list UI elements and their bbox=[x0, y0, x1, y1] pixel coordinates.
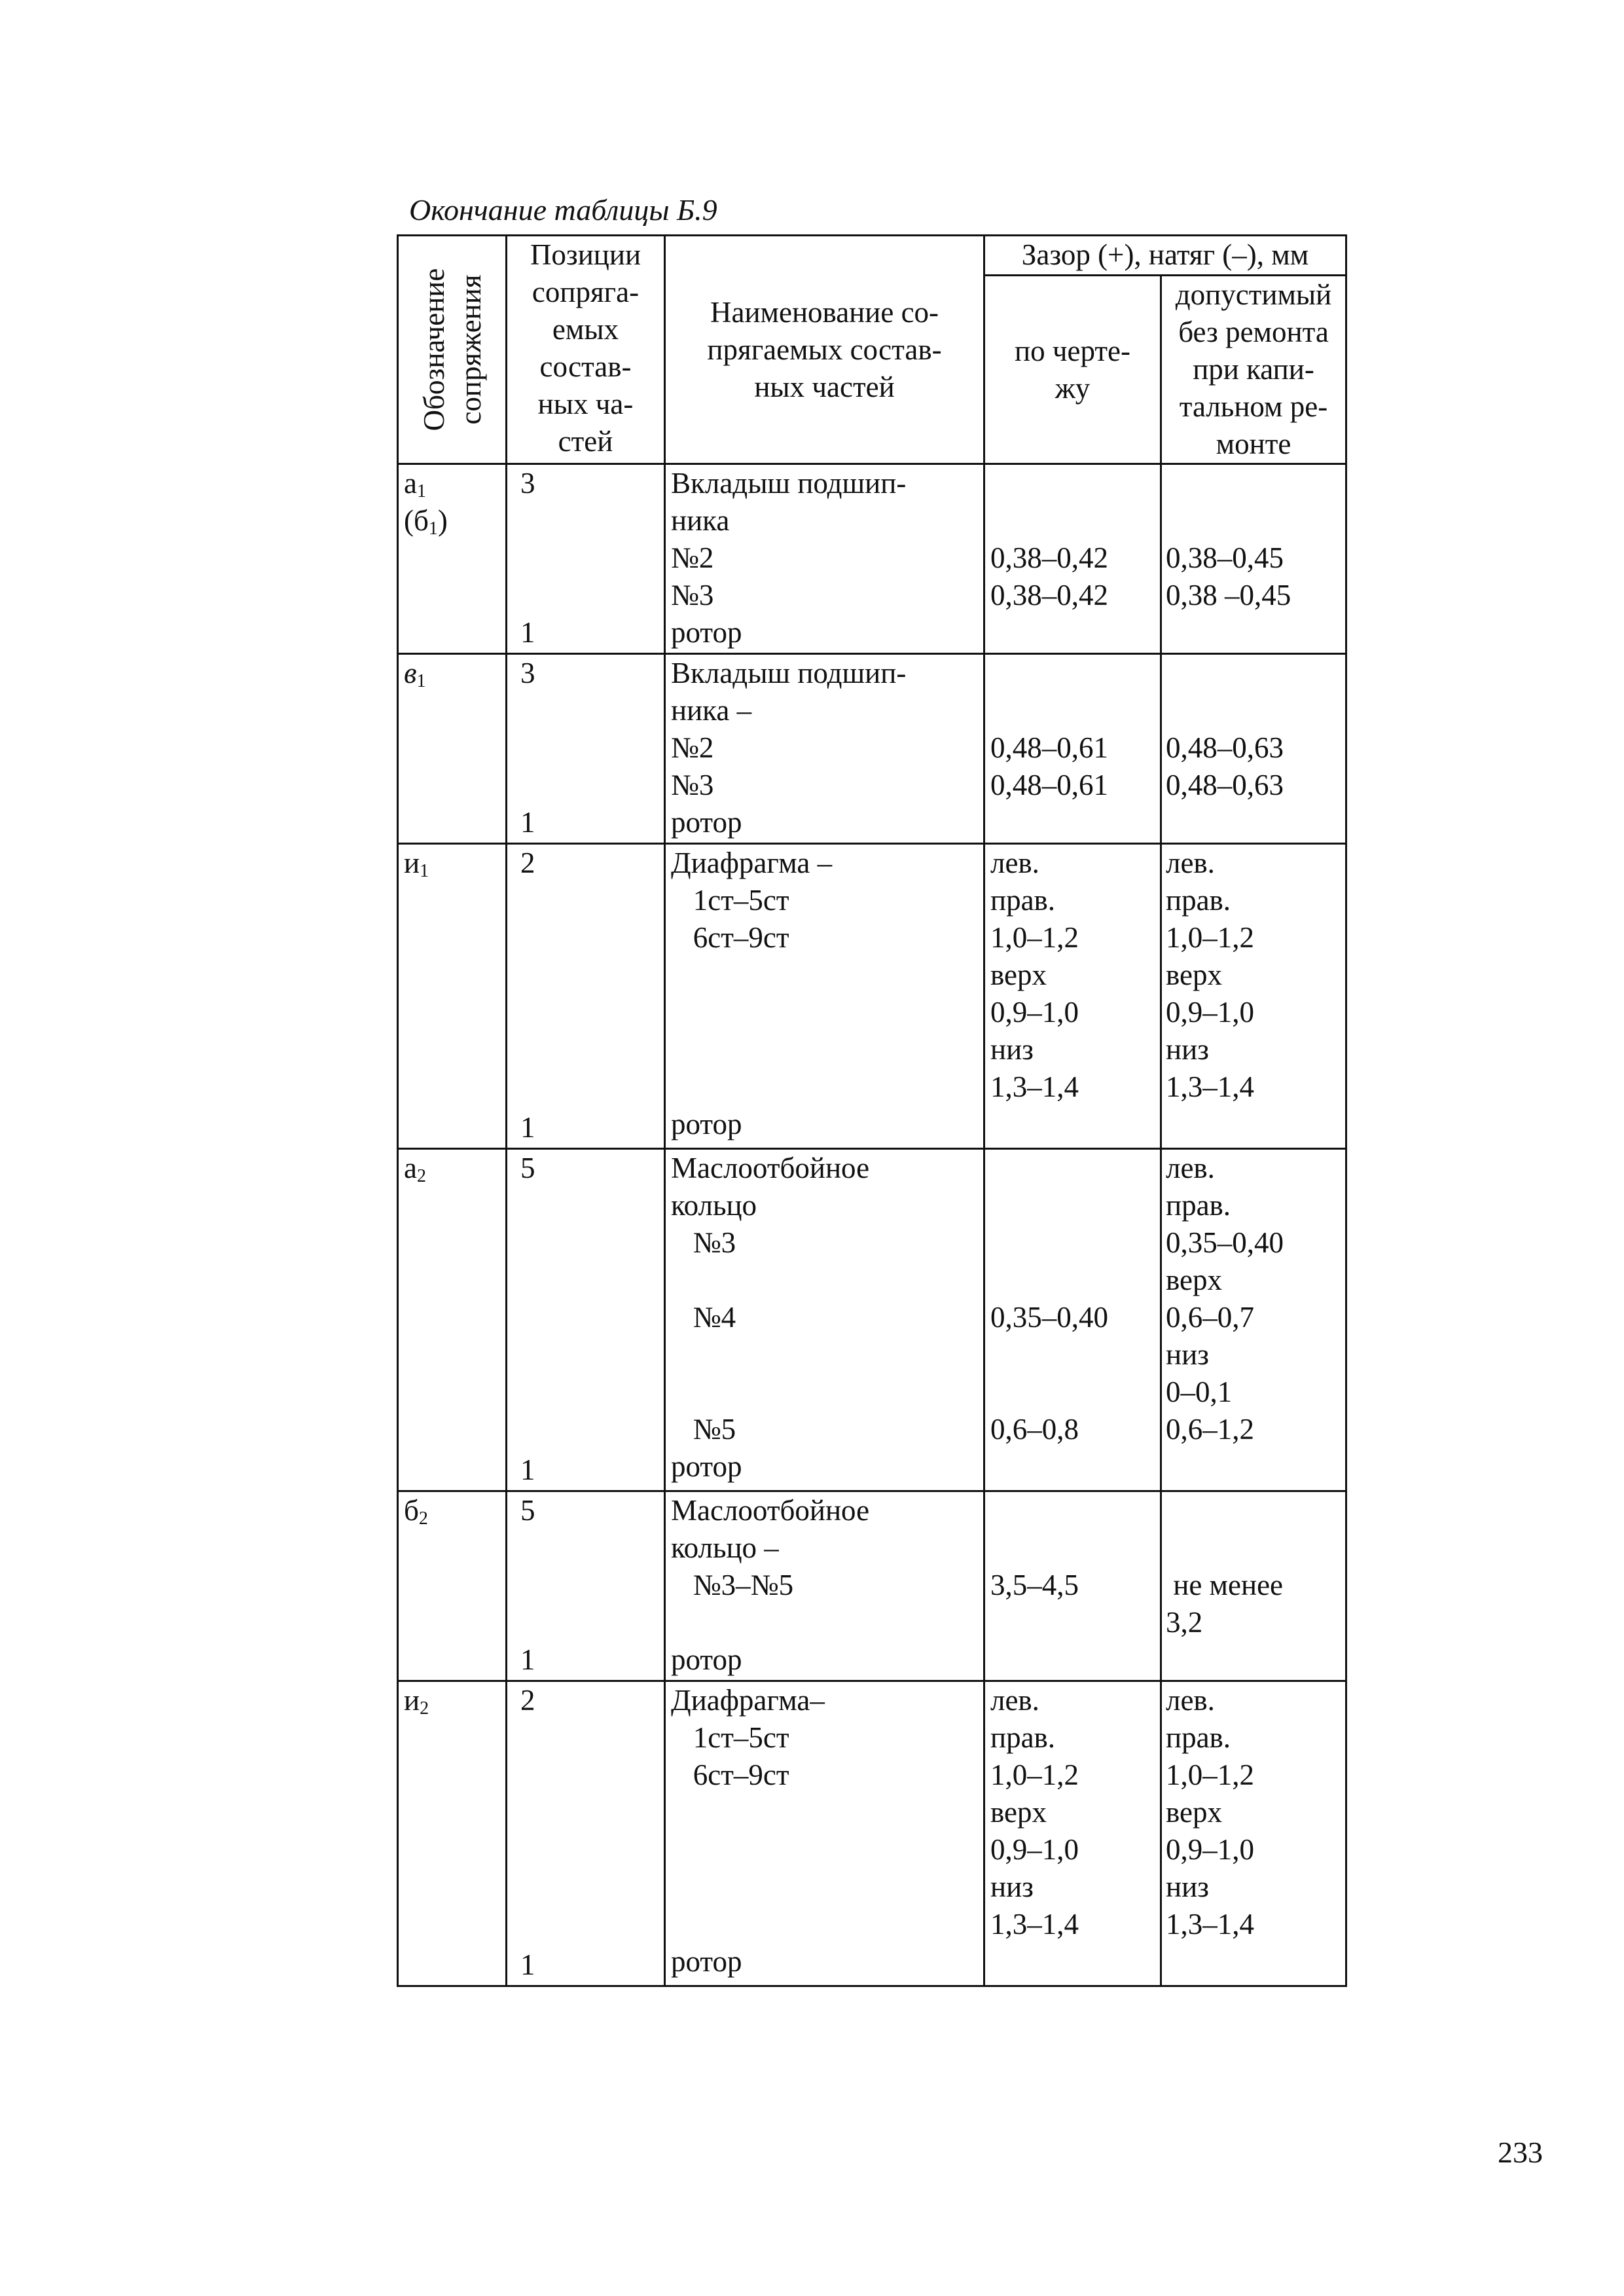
allowed-value: 0,48–0,63 bbox=[1166, 769, 1284, 801]
per-drawing-value: 0,48–0,61 bbox=[990, 731, 1108, 764]
per-drawing-value: лев. bbox=[990, 847, 1039, 879]
joint-code-alt-letter: (б bbox=[404, 504, 429, 537]
allowed-value: 0,38 –0,45 bbox=[1166, 579, 1291, 611]
per-drawing-cell bbox=[984, 464, 1161, 654]
part-name-line bbox=[671, 1262, 978, 1299]
allowed-cell bbox=[1161, 464, 1346, 654]
part-name-line bbox=[671, 1374, 978, 1411]
per-drawing-value: 1,3–1,4 bbox=[990, 1070, 1079, 1103]
table-row bbox=[398, 464, 1346, 654]
allowed-value bbox=[1166, 1106, 1340, 1143]
part-name-line bbox=[671, 1831, 978, 1868]
allowed-cell bbox=[1161, 844, 1346, 1149]
allowed-value: не менее bbox=[1166, 1569, 1284, 1601]
position-bottom: 1 bbox=[520, 1111, 535, 1144]
per-drawing-value: 0,48–0,61 bbox=[990, 769, 1108, 801]
table-row bbox=[398, 1681, 1346, 1986]
header-positions-line: ных ча- bbox=[537, 388, 634, 420]
per-drawing-value bbox=[990, 804, 1155, 841]
joint-code-subscript: 1 bbox=[420, 861, 429, 881]
part-name-line bbox=[671, 1031, 978, 1068]
joint-code-alt-close: ) bbox=[437, 504, 448, 537]
positions-cell bbox=[507, 844, 665, 1149]
per-drawing-value: 0,6–0,8 bbox=[990, 1413, 1079, 1446]
joint-code-letter: а bbox=[404, 467, 417, 500]
part-name-line: кольцо bbox=[671, 1189, 757, 1222]
allowed-value: прав. bbox=[1166, 1189, 1231, 1222]
joint-code bbox=[404, 465, 500, 502]
allowed-value: 0,9–1,0 bbox=[1166, 1833, 1254, 1866]
allowed-value: верх bbox=[1166, 1264, 1222, 1296]
per-drawing-cell bbox=[984, 1681, 1161, 1986]
part-name-line: №2 bbox=[671, 731, 714, 764]
joint-code bbox=[404, 1682, 500, 1719]
part-name-cell bbox=[665, 844, 984, 1149]
part-name-line: №5 bbox=[671, 1413, 736, 1446]
per-drawing-cell bbox=[984, 1491, 1161, 1681]
allowed-cell bbox=[1161, 1149, 1346, 1491]
joint-code-subscript: 2 bbox=[420, 1698, 429, 1719]
table-row bbox=[398, 654, 1346, 844]
per-drawing-value bbox=[990, 1336, 1155, 1374]
part-name-line: кольцо – bbox=[671, 1531, 779, 1564]
part-name-line: ника bbox=[671, 504, 730, 537]
allowed-cell bbox=[1161, 654, 1346, 844]
allowed-value: 0–0,1 bbox=[1166, 1376, 1233, 1408]
part-name-cell bbox=[665, 464, 984, 654]
allowed-value bbox=[1166, 465, 1340, 502]
allowed-value: 0,6–1,2 bbox=[1166, 1413, 1254, 1446]
page-number: 233 bbox=[1498, 2136, 1543, 2169]
joint-code bbox=[404, 1492, 500, 1529]
header-allowed-line: допустимый bbox=[1175, 278, 1332, 311]
part-name-line: Диафрагма – bbox=[671, 847, 833, 879]
part-name-line: 6ст–9ст bbox=[671, 921, 789, 954]
part-name-line bbox=[671, 1336, 978, 1374]
position-top: 3 bbox=[520, 657, 535, 689]
header-part-names-line: Наименование со- bbox=[710, 295, 939, 329]
allowed-value: 3,2 bbox=[1166, 1606, 1203, 1639]
allowed-value bbox=[1166, 502, 1340, 539]
header-per-drawing-line: жу bbox=[1055, 371, 1091, 405]
header-allowed-line: без ремонта bbox=[1178, 316, 1329, 348]
header-part-names bbox=[665, 236, 984, 464]
allowed-value: 1,0–1,2 bbox=[1166, 921, 1254, 954]
per-drawing-value bbox=[990, 1492, 1155, 1529]
positions-cell bbox=[507, 654, 665, 844]
per-drawing-cell bbox=[984, 1149, 1161, 1491]
allowed-value bbox=[1166, 692, 1340, 729]
part-name-line: №3–№5 bbox=[671, 1569, 794, 1601]
position-bottom: 1 bbox=[520, 1453, 535, 1486]
part-name-line: Вкладыш подшип- bbox=[671, 657, 907, 689]
allowed-value: 0,35–0,40 bbox=[1166, 1226, 1284, 1259]
joint-code-subscript: 1 bbox=[416, 481, 426, 501]
header-positions bbox=[507, 236, 665, 464]
per-drawing-value bbox=[990, 1262, 1155, 1299]
allowed-value bbox=[1166, 1529, 1340, 1567]
per-drawing-value: 0,9–1,0 bbox=[990, 996, 1079, 1029]
header-joint-designation-text: Обозначение сопряжения bbox=[417, 268, 487, 431]
per-drawing-cell bbox=[984, 654, 1161, 844]
joint-code bbox=[404, 1150, 500, 1187]
allowed-value: лев. bbox=[1166, 1684, 1215, 1717]
joint-code-alt-subscript: 1 bbox=[428, 519, 438, 539]
header-clearance-group: Зазор (+), натяг (–), мм bbox=[984, 236, 1346, 276]
per-drawing-value bbox=[990, 1187, 1155, 1224]
part-name-line: ротор bbox=[671, 1945, 742, 1978]
per-drawing-value bbox=[990, 692, 1155, 729]
table-row bbox=[398, 1491, 1346, 1681]
part-name-line: №2 bbox=[671, 541, 714, 574]
allowed-value: прав. bbox=[1166, 884, 1231, 917]
header-per-drawing bbox=[984, 276, 1161, 464]
header-positions-line: состав- bbox=[539, 350, 632, 383]
per-drawing-value bbox=[990, 1641, 1155, 1679]
joint-code-cell bbox=[398, 654, 507, 844]
joint-code-letter: б bbox=[404, 1494, 419, 1527]
part-name-line: №3 bbox=[671, 769, 714, 801]
joint-code-cell bbox=[398, 1681, 507, 1986]
table-body bbox=[398, 464, 1346, 1986]
allowed-value: верх bbox=[1166, 1796, 1222, 1829]
allowed-value: 0,6–0,7 bbox=[1166, 1301, 1254, 1334]
header-part-names-line: ных частей bbox=[754, 370, 895, 403]
per-drawing-value bbox=[990, 614, 1155, 651]
joint-code-letter: в bbox=[404, 657, 417, 689]
allowed-value bbox=[1166, 1448, 1340, 1485]
per-drawing-value: прав. bbox=[990, 884, 1056, 917]
joint-code-letter: и bbox=[404, 1684, 420, 1717]
allowed-value: 1,0–1,2 bbox=[1166, 1758, 1254, 1791]
part-name-line: ника – bbox=[671, 694, 752, 727]
position-bottom: 1 bbox=[520, 806, 535, 839]
allowed-value bbox=[1166, 804, 1340, 841]
per-drawing-value: 0,38–0,42 bbox=[990, 579, 1108, 611]
joint-code bbox=[404, 655, 500, 692]
allowed-value: прав. bbox=[1166, 1721, 1231, 1754]
allowed-value: 1,3–1,4 bbox=[1166, 1908, 1254, 1941]
position-top: 2 bbox=[520, 847, 535, 879]
joint-code-letter: а bbox=[404, 1152, 417, 1184]
joint-code-cell bbox=[398, 1491, 507, 1681]
allowed-value bbox=[1166, 1641, 1340, 1679]
joint-code-subscript: 2 bbox=[416, 1166, 426, 1186]
joint-code-cell bbox=[398, 1149, 507, 1491]
table-row bbox=[398, 844, 1346, 1149]
table-row bbox=[398, 1149, 1346, 1491]
part-name-cell bbox=[665, 1149, 984, 1491]
part-name-line: ротор bbox=[671, 1108, 742, 1140]
fit-clearance-table bbox=[397, 234, 1347, 1987]
part-name-line: ротор bbox=[671, 1450, 742, 1483]
position-top: 5 bbox=[520, 1152, 535, 1184]
allowed-value: лев. bbox=[1166, 1152, 1215, 1184]
table-header bbox=[398, 236, 1346, 464]
part-name-line bbox=[671, 1868, 978, 1906]
part-name-line: ротор bbox=[671, 806, 742, 839]
per-drawing-value bbox=[990, 1943, 1155, 1980]
per-drawing-value: прав. bbox=[990, 1721, 1056, 1754]
part-name-line: 1ст–5ст bbox=[671, 884, 789, 917]
part-name-line: №3 bbox=[671, 579, 714, 611]
table-caption: Окончание таблицы Б.9 bbox=[409, 193, 717, 227]
joint-code-subscript: 1 bbox=[416, 671, 426, 691]
allowed-value bbox=[1166, 655, 1340, 692]
part-name-line: №4 bbox=[671, 1301, 736, 1334]
allowed-value: 0,48–0,63 bbox=[1166, 731, 1284, 764]
part-name-cell bbox=[665, 1491, 984, 1681]
header-allowed-line: монте bbox=[1216, 428, 1291, 460]
per-drawing-value: низ bbox=[990, 1033, 1034, 1066]
part-name-line bbox=[671, 1604, 978, 1641]
positions-cell bbox=[507, 1149, 665, 1491]
part-name-line bbox=[671, 1794, 978, 1831]
part-name-line: №3 bbox=[671, 1226, 736, 1259]
part-name-line: 6ст–9ст bbox=[671, 1758, 789, 1791]
header-allowed-line: при капи- bbox=[1193, 353, 1314, 386]
per-drawing-value bbox=[990, 655, 1155, 692]
part-name-line: Маслоотбойное bbox=[671, 1152, 870, 1184]
header-part-names-line: прягаемых состав- bbox=[707, 333, 942, 366]
allowed-value bbox=[1166, 1492, 1340, 1529]
allowed-value: 1,3–1,4 bbox=[1166, 1070, 1254, 1103]
allowed-value bbox=[1166, 614, 1340, 651]
per-drawing-value bbox=[990, 502, 1155, 539]
header-positions-line: стей bbox=[558, 425, 613, 458]
part-name-line bbox=[671, 1906, 978, 1943]
allowed-value: 0,38–0,45 bbox=[1166, 541, 1284, 574]
positions-cell bbox=[507, 1491, 665, 1681]
positions-cell bbox=[507, 464, 665, 654]
per-drawing-value bbox=[990, 1224, 1155, 1262]
allowed-value: верх bbox=[1166, 958, 1222, 991]
allowed-value: низ bbox=[1166, 1870, 1209, 1903]
per-drawing-value bbox=[990, 1448, 1155, 1485]
per-drawing-value bbox=[990, 1106, 1155, 1143]
allowed-cell bbox=[1161, 1681, 1346, 1986]
per-drawing-value: верх bbox=[990, 958, 1047, 991]
per-drawing-value: 3,5–4,5 bbox=[990, 1569, 1079, 1601]
allowed-value bbox=[1166, 1943, 1340, 1980]
position-bottom: 1 bbox=[520, 1643, 535, 1676]
per-drawing-value bbox=[990, 1529, 1155, 1567]
position-top: 2 bbox=[520, 1684, 535, 1717]
joint-code-letter: и bbox=[404, 847, 420, 879]
positions-cell bbox=[507, 1681, 665, 1986]
part-name-cell bbox=[665, 654, 984, 844]
per-drawing-value: 0,35–0,40 bbox=[990, 1301, 1108, 1334]
allowed-value: низ bbox=[1166, 1338, 1209, 1371]
joint-code-subscript: 2 bbox=[418, 1508, 428, 1529]
allowed-value: низ bbox=[1166, 1033, 1209, 1066]
joint-code-cell bbox=[398, 464, 507, 654]
allowed-value: 0,9–1,0 bbox=[1166, 996, 1254, 1029]
per-drawing-cell bbox=[984, 844, 1161, 1149]
position-bottom: 1 bbox=[520, 616, 535, 649]
joint-code-alt bbox=[404, 502, 500, 539]
joint-code-cell bbox=[398, 844, 507, 1149]
per-drawing-value: 1,3–1,4 bbox=[990, 1908, 1079, 1941]
position-top: 3 bbox=[520, 467, 535, 500]
per-drawing-value: 0,9–1,0 bbox=[990, 1833, 1079, 1866]
allowed-value: лев. bbox=[1166, 847, 1215, 879]
header-positions-line: сопряга- bbox=[532, 276, 640, 308]
part-name-line: ротор bbox=[671, 616, 742, 649]
part-name-line: 1ст–5ст bbox=[671, 1721, 789, 1754]
per-drawing-value: 0,38–0,42 bbox=[990, 541, 1108, 574]
allowed-cell bbox=[1161, 1491, 1346, 1681]
header-allowed-line: тальном ре- bbox=[1179, 390, 1328, 423]
header-joint-designation bbox=[398, 236, 507, 464]
header-positions-line: емых bbox=[552, 313, 619, 346]
per-drawing-value bbox=[990, 465, 1155, 502]
per-drawing-value bbox=[990, 1374, 1155, 1411]
part-name-cell bbox=[665, 1681, 984, 1986]
header-positions-line: Позиции bbox=[530, 238, 641, 271]
part-name-line bbox=[671, 957, 978, 994]
position-top: 5 bbox=[520, 1494, 535, 1527]
per-drawing-value: 1,0–1,2 bbox=[990, 921, 1079, 954]
position-bottom: 1 bbox=[520, 1948, 535, 1981]
per-drawing-value bbox=[990, 1150, 1155, 1187]
header-allowed-without-repair bbox=[1161, 276, 1346, 464]
joint-code bbox=[404, 845, 500, 882]
per-drawing-value: низ bbox=[990, 1870, 1034, 1903]
per-drawing-value: лев. bbox=[990, 1684, 1039, 1717]
per-drawing-value: 1,0–1,2 bbox=[990, 1758, 1079, 1791]
part-name-line: Маслоотбойное bbox=[671, 1494, 870, 1527]
part-name-line bbox=[671, 994, 978, 1031]
per-drawing-value: верх bbox=[990, 1796, 1047, 1829]
part-name-line bbox=[671, 1068, 978, 1106]
part-name-line: Вкладыш подшип- bbox=[671, 467, 907, 500]
part-name-line: Диафрагма– bbox=[671, 1684, 825, 1717]
per-drawing-value bbox=[990, 1604, 1155, 1641]
header-per-drawing-line: по черте- bbox=[1015, 334, 1130, 367]
part-name-line: ротор bbox=[671, 1643, 742, 1676]
